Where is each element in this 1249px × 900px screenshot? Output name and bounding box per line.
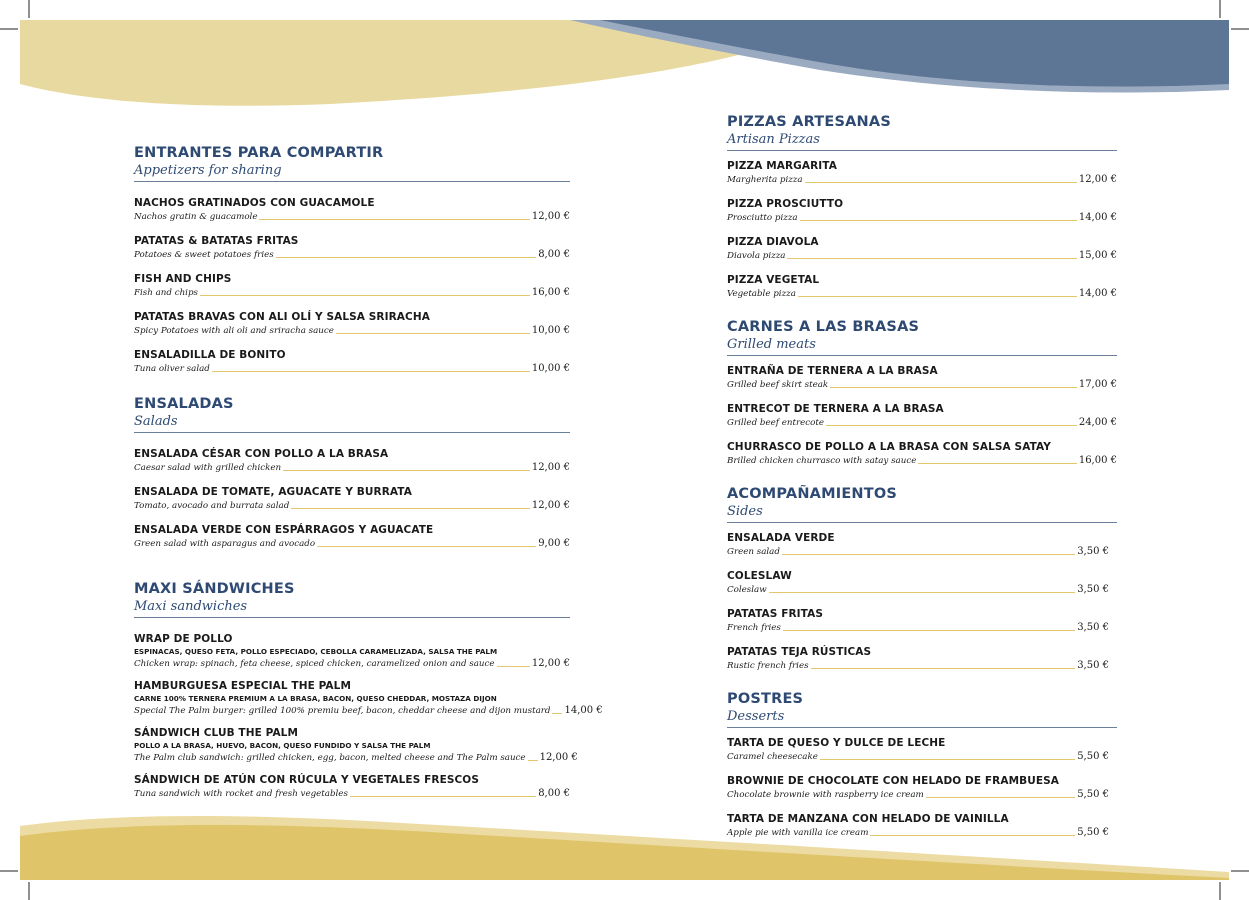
section-carnes [727,318,1117,467]
item-name: PIZZA MARGARITA [727,160,837,172]
menu-item [727,774,1109,801]
item-name: SÁNDWICH DE ATÚN CON RÚCULA Y VEGETALES FRESCOS [134,774,479,786]
item-description: Caramel cheesecake [727,752,818,762]
item-name: ENTRECOT DE TERNERA A LA BRASA [727,403,944,415]
item-description: Prosciutto pizza [727,213,798,223]
dotted-leader [283,470,530,471]
item-price: 5,50 € [1077,827,1109,838]
item-name: NACHOS GRATINADOS CON GUACAMOLE [134,197,375,209]
item-name: FISH AND CHIPS [134,273,232,285]
item-price: 5,50 € [1077,789,1109,800]
item-name: PATATAS & BATATAS FRITAS [134,235,299,247]
dotted-leader [212,371,530,372]
item-name: PATATAS BRAVAS CON ALI OLÍ Y SALSA SRIRACHA [134,311,430,323]
item-price: 3,50 € [1077,546,1109,557]
dotted-leader [336,333,530,334]
item-price: 12,00 € [531,462,570,473]
section-divider [134,432,570,433]
dotted-leader [528,760,538,761]
item-description: Vegetable pizza [727,289,796,299]
item-name: TARTA DE QUESO Y DULCE DE LECHE [727,737,946,749]
dotted-leader [926,797,1075,798]
item-name: PIZZA DIAVOLA [727,236,819,248]
menu-item [727,736,1109,763]
item-ingredients: POLLO A LA BRASA, HUEVO, BACON, QUESO FUNDIDO Y SALSA THE PALM [134,741,431,750]
item-price: 3,50 € [1077,660,1109,671]
item-price: 15,00 € [1078,250,1117,261]
dotted-leader [200,295,530,296]
section-pizzas [727,113,1117,300]
dotted-leader [805,182,1077,183]
menu-item [727,607,1109,634]
dotted-leader [811,668,1076,669]
menu-item [134,726,578,764]
item-name: PIZZA PROSCIUTTO [727,198,844,210]
item-price: 10,00 € [531,363,570,374]
dotted-leader [783,630,1075,631]
dotted-leader [820,759,1075,760]
dotted-leader [782,554,1075,555]
item-ingredients: ESPINACAS, QUESO FETA, POLLO ESPECIADO, CEBOLLA CARAMELIZADA, SALSA THE PALM [134,647,498,656]
section-subtitle: Grilled meats [727,337,816,352]
item-description: Caesar salad with grilled chicken [134,463,282,473]
menu-item [134,348,570,375]
menu-item [727,440,1117,467]
item-price: 5,50 € [1077,751,1109,762]
dotted-leader [552,713,562,714]
item-description: Margherita pizza [727,175,803,185]
menu-item [727,273,1117,300]
item-name: PATATAS TEJA RÚSTICAS [727,646,872,658]
item-name: ENSALADA VERDE [727,532,835,544]
item-name: PATATAS FRITAS [727,608,823,620]
menu-item [727,159,1117,186]
dotted-leader [830,387,1077,388]
item-description: Special The Palm burger: grilled 100% premiu beef, bacon, cheddar cheese and dijon mustard [134,706,551,716]
dotted-leader [798,296,1077,297]
item-description: Spicy Potatoes with ali oli and sriracha sauce [134,326,334,336]
item-price: 8,00 € [538,249,570,260]
section-divider [727,150,1117,151]
section-subtitle: Maxi sandwiches [134,599,248,614]
menu-item [727,531,1109,558]
section-title: ACOMPAÑAMIENTOS [727,486,898,502]
item-name: TARTA DE MANZANA CON HELADO DE VAINILLA [727,813,1009,825]
section-subtitle: Artisan Pizzas [727,132,820,147]
item-description: Tuna sandwich with rocket and fresh vegetables [134,789,348,799]
menu-item [134,310,570,337]
item-name: ENSALADILLA DE BONITO [134,349,286,361]
section-divider [727,355,1117,356]
section-divider [727,727,1117,728]
item-description: Potatoes & sweet potatoes fries [134,250,274,260]
section-subtitle: Appetizers for sharing [134,163,282,178]
item-price: 3,50 € [1077,622,1109,633]
item-description: Nachos gratin & guacamole [134,212,258,222]
section-postres [727,690,1117,839]
dotted-leader [787,258,1076,259]
item-name: SÁNDWICH CLUB THE PALM [134,727,299,739]
item-description: Diavola pizza [727,251,786,261]
item-description: Green salad with asparagus and avocado [134,539,316,549]
dotted-leader [276,257,536,258]
menu-item [134,447,570,474]
item-description: Rustic french fries [727,661,809,671]
item-price: 12,00 € [1078,174,1117,185]
menu-item [727,812,1109,839]
menu-item [134,773,570,800]
section-ensaladas [134,395,570,550]
item-description: Tomato, avocado and burrata salad [134,501,290,511]
item-description: Fish and chips [134,288,198,298]
menu-item [134,679,603,717]
left-menu-column [134,144,603,811]
item-price: 12,00 € [531,658,570,669]
menu-item [134,234,570,261]
item-price: 12,00 € [531,500,570,511]
item-name: ENSALADA DE TOMATE, AGUACATE Y BURRATA [134,486,412,498]
section-acompanamientos [727,485,1117,672]
dotted-leader [769,592,1076,593]
section-title: MAXI SÁNDWICHES [134,581,295,597]
section-subtitle: Desserts [727,709,785,724]
dotted-leader [350,796,536,797]
item-name: BROWNIE DE CHOCOLATE CON HELADO DE FRAMBUESA [727,775,1060,787]
dotted-leader [870,835,1075,836]
section-title: POSTRES [727,691,804,707]
section-divider [134,181,570,182]
item-description: French fries [727,623,781,633]
item-description: Brilled chicken churrasco with satay sauce [727,456,917,466]
menu-item [727,197,1117,224]
item-price: 12,00 € [539,752,578,763]
menu-item [727,235,1117,262]
item-price: 24,00 € [1078,417,1117,428]
item-description: Apple pie with vanilla ice cream [727,828,869,838]
item-price: 14,00 € [1078,288,1117,299]
item-description: Coleslaw [727,585,767,595]
section-sandwiches [134,580,603,800]
item-price: 8,00 € [538,788,570,799]
section-subtitle: Sides [727,504,763,519]
menu-item [727,645,1109,672]
menu-item [134,196,570,223]
item-description: The Palm club sandwich: grilled chicken, egg, bacon, melted cheese and The Palm sauce [134,753,526,763]
dotted-leader [800,220,1077,221]
section-entrantes [134,144,570,375]
menu-item [134,523,570,550]
dotted-leader [291,508,530,509]
item-description: Grilled beef entrecote [727,418,824,428]
item-price: 10,00 € [531,325,570,336]
item-price: 17,00 € [1078,379,1117,390]
menu-item [727,402,1117,429]
item-description: Tuna oliver salad [134,364,210,374]
menu-item [727,364,1117,391]
menu-item [727,569,1109,596]
item-name: ENSALADA CÉSAR CON POLLO A LA BRASA [134,448,389,460]
item-name: ENTRAÑA DE TERNERA A LA BRASA [727,365,938,377]
menu-item [134,485,570,512]
item-description: Grilled beef skirt steak [727,380,829,390]
item-name: COLESLAW [727,570,792,582]
item-description: Chicken wrap: spinach, feta cheese, spiced chicken, caramelized onion and sauce [134,659,495,669]
item-description: Chocolate brownie with raspberry ice cream [727,790,924,800]
item-name: HAMBURGUESA ESPECIAL THE PALM [134,680,352,692]
dotted-leader [259,219,529,220]
item-name: WRAP DE POLLO [134,633,233,645]
item-price: 9,00 € [538,538,570,549]
dotted-leader [497,666,530,667]
right-menu-column [727,113,1117,850]
item-name: ENSALADA VERDE CON ESPÁRRAGOS Y AGUACATE [134,524,434,536]
section-divider [727,522,1117,523]
section-subtitle: Salads [134,414,178,429]
dotted-leader [826,425,1077,426]
menu-item [134,632,570,670]
menu-item [134,272,570,299]
item-price: 14,00 € [564,705,603,716]
item-ingredients: CARNE 100% TERNERA PREMIUM A LA BRASA, BACON, QUESO CHEDDAR, MOSTAZA DIJON [134,694,497,703]
dotted-leader [918,463,1076,464]
section-title: ENSALADAS [134,396,234,412]
item-price: 16,00 € [531,287,570,298]
item-name: PIZZA VEGETAL [727,274,820,286]
section-divider [134,617,570,618]
section-title: PIZZAS ARTESANAS [727,114,891,130]
item-name: CHURRASCO DE POLLO A LA BRASA CON SALSA SATAY [727,441,1051,453]
item-price: 3,50 € [1077,584,1109,595]
dotted-leader [317,546,536,547]
item-description: Green salad [727,547,780,557]
item-price: 14,00 € [1078,212,1117,223]
item-price: 16,00 € [1078,455,1117,466]
section-title: ENTRANTES PARA COMPARTIR [134,145,384,161]
section-title: CARNES A LAS BRASAS [727,319,920,335]
item-price: 12,00 € [531,211,570,222]
